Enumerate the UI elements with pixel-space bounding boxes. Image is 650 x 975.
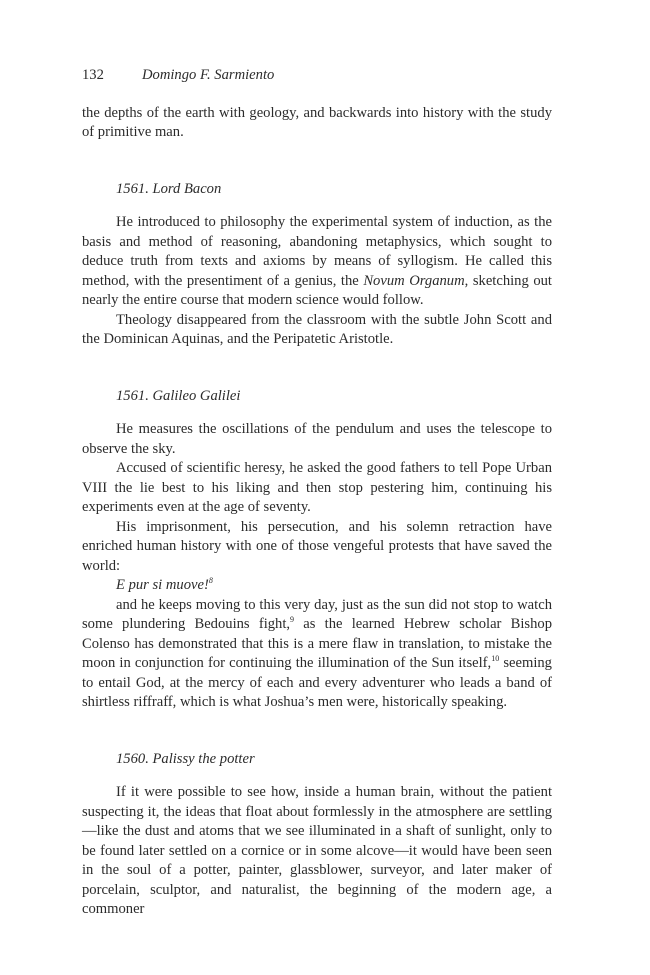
running-head-title: Domingo F. Sarmiento	[142, 67, 275, 83]
book-page	[82, 66, 552, 920]
bacon-paragraph-1: He introduced to philosophy the experimental system of induction, as the basis and method of reasoning, abandoning metaphysics, which sought to deduce truth from texts and axioms by means of syllogism. He called this method, with the presentiment of a genius, the Novum Organum, sketching out nearly the entire course that modern science would follow.	[82, 214, 552, 308]
galileo-paragraph-1: He measures the oscillations of the pendulum and uses the telescope to observe the sky.	[82, 421, 552, 457]
running-header	[82, 66, 552, 86]
galileo-paragraph-3: His imprisonment, his persecution, and his solemn retraction have enriched human history with one of those vengeful protests that have saved the world:	[82, 518, 552, 574]
novum-organum-title: Novum Organum	[363, 272, 465, 289]
palissy-paragraph-1: If it were possible to see how, inside a human brain, without the patient suspecting it, the ideas that float about formlessly in the atmosphere are settling—like the dust and atoms that we see illuminated in a shaft of sunlight, only to be found later settled on a cornice or in some alcove—it would have been seen in the soul of a potter, painter, glassblower, surveyor, and later maker of porcelain, sculptor, and naturalist, the beginning of the modern age, a commoner	[82, 784, 552, 917]
galileo-paragraph-4: and he keeps moving to this very day, just as the sun did not stop to watch some plundering Bedouins fight,$^9$ as the learned Hebrew scholar Bishop Colenso has demonstrated that this is a mere flaw in translation, to mistake the moon in conjunction for continuing the illumination of the Sun itself,$^{10}$ seeming to entail God, at the mercy of each and every adventurer who leads a band of shirtless riffraff, which is what Joshua’s men were, historically speaking.	[82, 596, 552, 710]
intro-paragraph: the depths of the earth with geology, and backwards into history with the study of primitive man.	[82, 104, 552, 140]
footnote-ref-10[interactable]: 10	[491, 654, 500, 664]
section-heading-galileo: 1561. Galileo Galilei	[116, 387, 241, 404]
galileo-paragraph-2: Accused of scientific heresy, he asked the good fathers to tell Pope Urban VIII the lie best to his liking and then stop pestering him, continuing his experiments even at the age of seventy.	[82, 460, 552, 515]
page-number: 132	[82, 67, 104, 83]
section-heading-palissy: 1560. Palissy the potter	[116, 750, 255, 767]
bacon-paragraph-2: Theology disappeared from the classroom with the subtle John Scott and the Dominican Aquinas, and the Peripatetic Aristotle.	[82, 311, 552, 347]
section-heading-bacon: 1561. Lord Bacon	[116, 180, 222, 197]
footnote-ref-9[interactable]: 9	[290, 615, 295, 625]
galileo-quote: E pur si muove!$^8$	[116, 576, 213, 593]
footnote-ref-8[interactable]: 8	[208, 576, 213, 586]
